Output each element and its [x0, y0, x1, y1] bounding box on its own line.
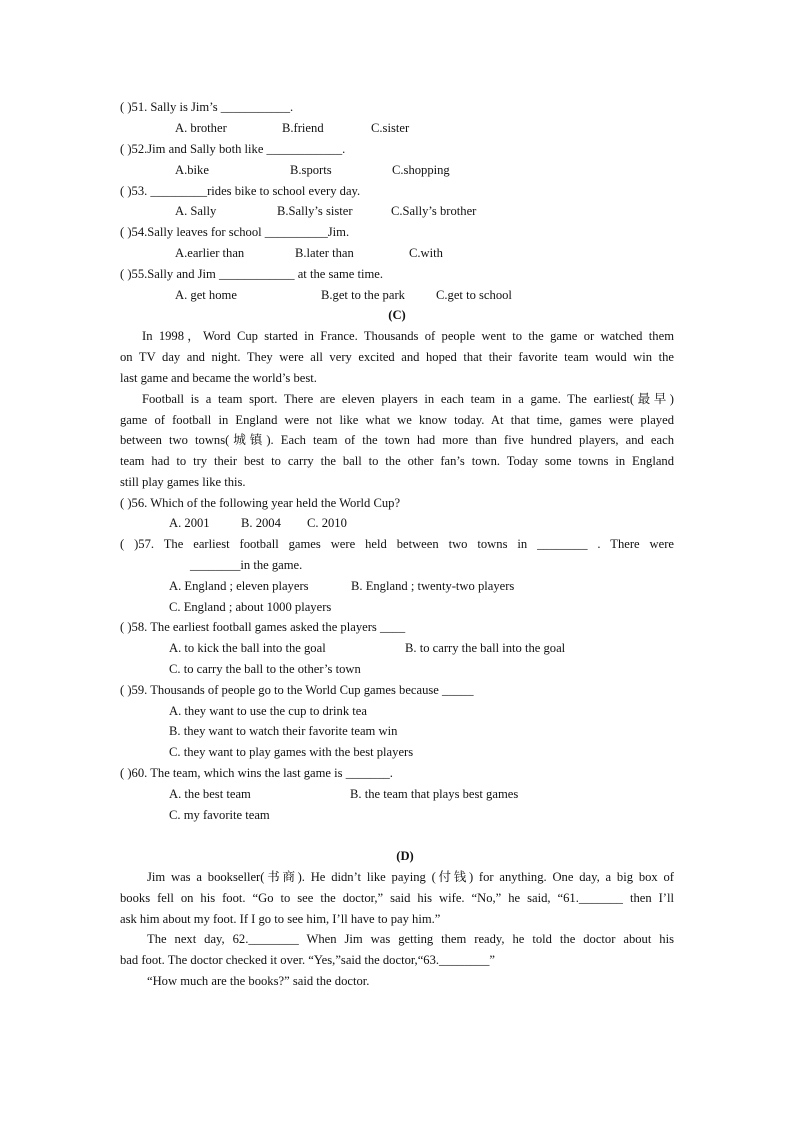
passage-line: Football is a team sport. There are eleven players in each team in a game. The earliest(最早) — [142, 392, 674, 406]
question-stem: ( )60. The team, which wins the last game is _______. — [120, 766, 393, 780]
passage-line: In 1998，Word Cup started in France. Thousands of people went to the game or watched them — [142, 329, 674, 343]
option-b: B.later than — [295, 246, 354, 260]
passage-line: team had to try their best to carry the ball to the other fan’s town. Today some towns in England — [120, 454, 674, 468]
option-c: C.shopping — [392, 163, 450, 177]
passage-line: on TV day and night. They were all very excited and hoped that their favorite team would win the — [120, 350, 674, 364]
option-a: A. England ; eleven players — [169, 579, 309, 593]
option-c: C. 2010 — [307, 516, 347, 530]
option-b: B. they want to watch their favorite team win — [169, 724, 398, 738]
option-c: C.Sally’s brother — [391, 204, 477, 218]
option-c: C. they want to play games with the best players — [169, 745, 414, 759]
passage-line: still play games like this. — [120, 475, 246, 489]
option-a: A.bike — [175, 163, 209, 177]
option-b: B. the team that plays best games — [350, 787, 519, 801]
option-c: C. to carry the ball to the other’s town — [169, 662, 361, 676]
option-a: A. the best team — [169, 787, 251, 801]
question-stem: ( )51. Sally is Jim’s ___________. — [120, 100, 294, 114]
option-c: C. England ; about 1000 players — [169, 600, 332, 614]
section-c-heading: (C) — [388, 308, 406, 322]
passage-line: Jim was a bookseller(书商). He didn’t like paying (付钱) for anything. One day, a big box of — [147, 870, 674, 884]
question-stem: ( )52.Jim and Sally both like ____________. — [120, 142, 346, 156]
option-c: C.with — [409, 246, 443, 260]
option-c: C.sister — [371, 121, 410, 135]
question-stem: ( )56. Which of the following year held the World Cup? — [120, 496, 401, 510]
question-stem: ( )53. _________rides bike to school every day. — [120, 184, 361, 198]
passage-line: ask him about my foot. If I go to see him, I’ll have to pay him.” — [120, 912, 441, 926]
passage-line: between two towns(城镇). Each team of the town had more than five hundred players, and each — [120, 433, 674, 447]
section-d-heading: (D) — [396, 849, 414, 863]
option-a: A. brother — [175, 121, 227, 135]
option-a: A. to kick the ball into the goal — [169, 641, 326, 655]
option-c: C. my favorite team — [169, 808, 270, 822]
question-stem: ( )54.Sally leaves for school __________Jim. — [120, 225, 350, 239]
option-a: A. they want to use the cup to drink tea — [169, 704, 367, 718]
passage-line: bad foot. The doctor checked it over. “Yes,”said the doctor,“63.________” — [120, 953, 495, 967]
option-b: B. 2004 — [241, 516, 281, 530]
option-a: A.earlier than — [175, 246, 245, 260]
option-b: B. England ; twenty-two players — [351, 579, 515, 593]
question-stem: ( )57. The earliest football games were held between two towns in ________ . There were — [120, 537, 674, 551]
passage-line: last game and became the world’s best. — [120, 371, 317, 385]
option-c: C.get to school — [436, 288, 512, 302]
passage-line: The next day, 62.________ When Jim was getting them ready, he told the doctor about his — [147, 932, 674, 946]
option-b: B.sports — [290, 163, 332, 177]
option-a: A. Sally — [175, 204, 217, 218]
question-stem-continued: ________in the game. — [190, 558, 303, 572]
question-stem: ( )55.Sally and Jim ____________ at the same time. — [120, 267, 384, 281]
question-stem: ( )59. Thousands of people go to the World Cup games because _____ — [120, 683, 474, 697]
option-b: B.Sally’s sister — [277, 204, 353, 218]
passage-line: game of football in England were not like what we know today. At that time, games were played — [120, 413, 674, 427]
option-a: A. get home — [175, 288, 237, 302]
passage-line: books fell on his foot. “Go to see the doctor,” said his wife. “No,” he said, “61._______ then I’ll — [120, 891, 674, 905]
option-b: B.friend — [282, 121, 324, 135]
passage-d-paragraph-3: “How much are the books?” said the doctor. — [147, 974, 370, 988]
question-stem: ( )58. The earliest football games asked the players ____ — [120, 620, 406, 634]
option-b: B.get to the park — [321, 288, 405, 302]
option-b: B. to carry the ball into the goal — [405, 641, 566, 655]
option-a: A. 2001 — [169, 516, 210, 530]
